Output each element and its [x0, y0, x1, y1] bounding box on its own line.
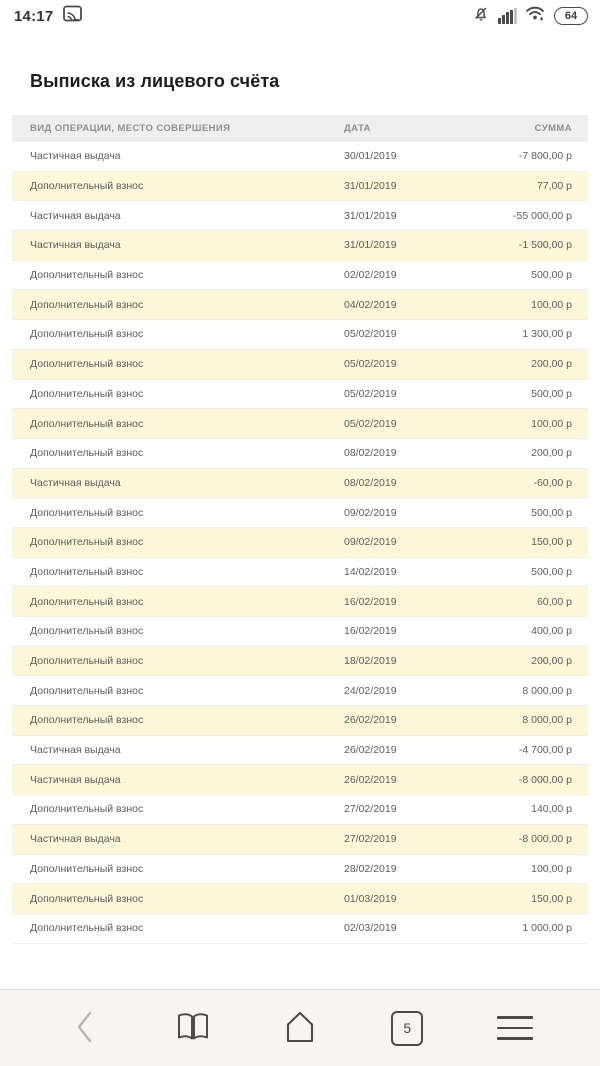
- cell-amount: 100,00 р: [531, 417, 572, 430]
- table-row: [12, 528, 588, 558]
- cell-amount: -1 500,00 р: [518, 239, 572, 252]
- cell-date: 31/01/2019: [344, 239, 397, 252]
- cell-amount: 150,00 р: [531, 536, 572, 549]
- cell-amount: -4 700,00 р: [518, 744, 572, 757]
- cell-amount: 500,00 р: [531, 387, 572, 400]
- tab-count: 5: [403, 1020, 412, 1036]
- tabs-button[interactable]: [385, 1006, 429, 1050]
- cell-amount: 140,00 р: [531, 803, 572, 816]
- cell-date: 26/02/2019: [344, 744, 397, 757]
- cell-date: 16/02/2019: [344, 625, 397, 638]
- open-book-icon: [174, 1010, 212, 1047]
- cell-operation: Дополнительный взнос: [30, 506, 144, 519]
- cell-amount: 100,00 р: [531, 298, 572, 311]
- table-row: [12, 647, 588, 677]
- cell-date: 09/02/2019: [344, 506, 397, 519]
- table-row: [12, 914, 588, 944]
- cell-operation: Частичная выдача: [30, 476, 121, 489]
- cell-amount: -7 800,00 р: [518, 150, 572, 163]
- back-button[interactable]: [63, 1006, 107, 1050]
- table-row: [12, 142, 588, 172]
- cell-amount: 60,00 р: [536, 595, 572, 608]
- cell-amount: -8 000,00 р: [518, 773, 572, 786]
- cell-operation: Дополнительный взнос: [30, 595, 144, 608]
- cell-date: 08/02/2019: [344, 476, 397, 489]
- table-row: [12, 498, 588, 528]
- cell-date: 26/02/2019: [344, 714, 397, 727]
- cell-operation: Дополнительный взнос: [30, 358, 144, 371]
- table-row: [12, 380, 588, 410]
- header-operation: ВИД ОПЕРАЦИИ, МЕСТО СОВЕРШЕНИЯ: [30, 123, 231, 134]
- cell-date: 05/02/2019: [344, 328, 397, 341]
- cell-date: 30/01/2019: [344, 150, 397, 163]
- cell-amount: 500,00 р: [531, 269, 572, 282]
- cell-operation: Дополнительный взнос: [30, 269, 144, 282]
- cell-amount: 500,00 р: [531, 565, 572, 578]
- table-body: [12, 142, 588, 944]
- bookmarks-button[interactable]: [171, 1006, 215, 1050]
- cell-operation: Дополнительный взнос: [30, 536, 144, 549]
- table-row: [12, 261, 588, 291]
- cell-date: 31/01/2019: [344, 209, 397, 222]
- cell-amount: 400,00 р: [531, 625, 572, 638]
- bell-muted-icon: [472, 5, 490, 27]
- cell-amount: 200,00 р: [531, 447, 572, 460]
- table-row: [12, 290, 588, 320]
- cell-amount: 77,00 р: [536, 180, 572, 193]
- cell-date: 01/03/2019: [344, 892, 397, 905]
- cell-operation: Дополнительный взнос: [30, 447, 144, 460]
- statement-table: [12, 115, 588, 944]
- table-row: [12, 884, 588, 914]
- table-row: [12, 587, 588, 617]
- header-date: ДАТА: [344, 123, 371, 134]
- cell-operation: Дополнительный взнос: [30, 862, 144, 875]
- cell-amount: 150,00 р: [531, 892, 572, 905]
- cell-operation: Частичная выдача: [30, 150, 121, 163]
- cell-date: 26/02/2019: [344, 773, 397, 786]
- cell-date: 14/02/2019: [344, 565, 397, 578]
- cell-operation: Дополнительный взнос: [30, 565, 144, 578]
- battery-percent: 64: [564, 10, 578, 22]
- cell-amount: -55 000,00 р: [513, 209, 572, 222]
- cell-operation: Дополнительный взнос: [30, 298, 144, 311]
- cell-date: 08/02/2019: [344, 447, 397, 460]
- cell-date: 31/01/2019: [344, 180, 397, 193]
- battery-icon: [554, 7, 588, 25]
- table-row: [12, 617, 588, 647]
- cell-date: 09/02/2019: [344, 536, 397, 549]
- cell-amount: -60,00 р: [533, 476, 572, 489]
- cell-operation: Частичная выдача: [30, 209, 121, 222]
- cell-date: 05/02/2019: [344, 417, 397, 430]
- cell-amount: 500,00 р: [531, 506, 572, 519]
- cell-operation: Частичная выдача: [30, 773, 121, 786]
- status-bar: [0, 0, 600, 30]
- cell-date: 18/02/2019: [344, 655, 397, 668]
- clock: 14:17: [14, 7, 54, 25]
- table-row: [12, 320, 588, 350]
- header-amount: СУММА: [534, 123, 572, 134]
- cell-operation: Дополнительный взнос: [30, 328, 144, 341]
- cell-operation: Дополнительный взнос: [30, 625, 144, 638]
- table-row: [12, 231, 588, 261]
- cell-date: 02/02/2019: [344, 269, 397, 282]
- table-row: [12, 172, 588, 202]
- table-row: [12, 765, 588, 795]
- cell-date: 05/02/2019: [344, 358, 397, 371]
- table-row: [12, 350, 588, 380]
- cell-amount: 8 000,00 р: [522, 714, 572, 727]
- cell-operation: Дополнительный взнос: [30, 387, 144, 400]
- cell-operation: Дополнительный взнос: [30, 922, 144, 935]
- cell-operation: Дополнительный взнос: [30, 684, 144, 697]
- page-title: Выписка из лицевого счёта: [30, 71, 280, 91]
- cast-icon: [63, 5, 82, 27]
- cell-date: 02/03/2019: [344, 922, 397, 935]
- chevron-left-icon: [74, 1010, 96, 1047]
- cell-operation: Дополнительный взнос: [30, 417, 144, 430]
- cell-operation: Дополнительный взнос: [30, 714, 144, 727]
- browser-toolbar: [0, 989, 600, 1066]
- cell-operation: Частичная выдача: [30, 239, 121, 252]
- cell-operation: Частичная выдача: [30, 744, 121, 757]
- cell-amount: 8 000,00 р: [522, 684, 572, 697]
- table-row: [12, 795, 588, 825]
- wifi-icon: [525, 5, 546, 27]
- cell-date: 16/02/2019: [344, 595, 397, 608]
- hamburger-menu-icon: [497, 1016, 533, 1040]
- cell-operation: Дополнительный взнос: [30, 180, 144, 193]
- cell-date: 04/02/2019: [344, 298, 397, 311]
- table-row: [12, 201, 588, 231]
- home-button[interactable]: [278, 1006, 322, 1050]
- table-row: [12, 855, 588, 885]
- cell-amount: 1 300,00 р: [522, 328, 572, 341]
- table-row: [12, 706, 588, 736]
- table-header: [12, 115, 588, 142]
- table-row: [12, 825, 588, 855]
- table-row: [12, 736, 588, 766]
- cell-date: 28/02/2019: [344, 862, 397, 875]
- cell-date: 27/02/2019: [344, 803, 397, 816]
- cell-date: 05/02/2019: [344, 387, 397, 400]
- cell-amount: 200,00 р: [531, 655, 572, 668]
- cell-amount: -8 000,00 р: [518, 833, 572, 846]
- cell-date: 24/02/2019: [344, 684, 397, 697]
- cell-operation: Дополнительный взнос: [30, 892, 144, 905]
- table-row: [12, 558, 588, 588]
- tab-count-icon: [391, 1011, 423, 1046]
- table-row: [12, 676, 588, 706]
- table-row: [12, 409, 588, 439]
- table-row: [12, 469, 588, 499]
- cell-operation: Частичная выдача: [30, 833, 121, 846]
- signal-icon: [498, 8, 517, 24]
- cell-operation: Дополнительный взнос: [30, 803, 144, 816]
- cell-date: 27/02/2019: [344, 833, 397, 846]
- cell-amount: 1 000,00 р: [522, 922, 572, 935]
- cell-amount: 100,00 р: [531, 862, 572, 875]
- table-row: [12, 439, 588, 469]
- menu-button[interactable]: [493, 1006, 537, 1050]
- home-icon: [281, 1009, 319, 1048]
- cell-operation: Дополнительный взнос: [30, 655, 144, 668]
- cell-amount: 200,00 р: [531, 358, 572, 371]
